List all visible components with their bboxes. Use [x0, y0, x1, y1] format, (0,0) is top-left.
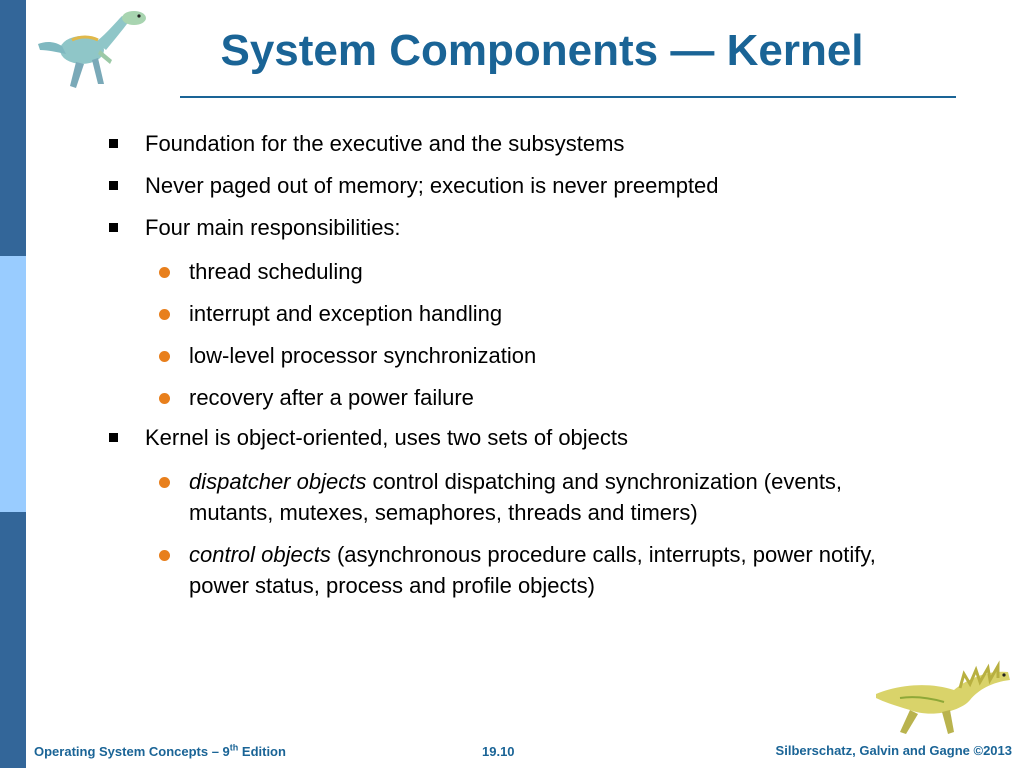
sub-list-item — [150, 466, 886, 528]
square-bullet-icon — [109, 139, 118, 148]
list-item — [106, 214, 886, 242]
bullet-text: low-level processor synchronization — [189, 343, 537, 368]
round-bullet-icon — [159, 309, 170, 320]
list-item — [106, 130, 886, 158]
bullet-term: dispatcher objects — [189, 469, 367, 494]
bullet-text: Never paged out of memory; execution is never preempted — [145, 173, 719, 198]
footer-book-sup: th — [229, 742, 239, 753]
footer-book-prefix: Operating System Concepts – 9 — [34, 744, 230, 759]
bullet-text: recovery after a power failure — [189, 385, 474, 410]
sub-list-item — [150, 340, 886, 371]
bullet-text: thread scheduling — [189, 259, 363, 284]
title-underline — [180, 96, 956, 98]
round-bullet-icon — [159, 351, 170, 362]
sub-list-item — [150, 298, 886, 329]
sub-list-item — [150, 539, 886, 601]
square-bullet-icon — [109, 181, 118, 190]
footer-copyright: Silberschatz, Galvin and Gagne ©2013 — [775, 743, 1012, 758]
slide-title: System Components — Kernel — [220, 26, 864, 75]
round-bullet-icon — [159, 550, 170, 561]
side-band-middle — [0, 256, 26, 512]
round-bullet-icon — [159, 477, 170, 488]
list-item — [106, 172, 886, 200]
bullet-term: control objects — [189, 542, 331, 567]
footer-book-title — [34, 744, 286, 759]
square-bullet-icon — [109, 223, 118, 232]
bullet-text: interrupt and exception handling — [189, 301, 503, 326]
list-item — [106, 424, 886, 452]
sub-list-item — [150, 256, 886, 287]
bullet-text: (asynchronous procedure calls, interrupts, power notify, power status, process and profile objects) — [189, 542, 876, 598]
slide-content — [106, 130, 886, 612]
square-bullet-icon — [109, 433, 118, 442]
sub-list-item — [150, 382, 886, 413]
page-number: 19.10 — [482, 744, 515, 759]
bullet-text: control dispatching and synchronization (events, mutants, mutexes, semaphores, threads and timers) — [189, 469, 843, 525]
side-band-bottom — [0, 512, 26, 768]
round-bullet-icon — [159, 393, 170, 404]
bullet-text: Foundation for the executive and the subsystems — [145, 131, 625, 156]
dinosaur-icon — [870, 660, 1020, 740]
bullet-text: Kernel is object-oriented, uses two sets of objects — [145, 425, 629, 450]
bullet-text: Four main responsibilities: — [145, 215, 401, 240]
footer-book-suffix: Edition — [238, 744, 286, 759]
round-bullet-icon — [159, 267, 170, 278]
